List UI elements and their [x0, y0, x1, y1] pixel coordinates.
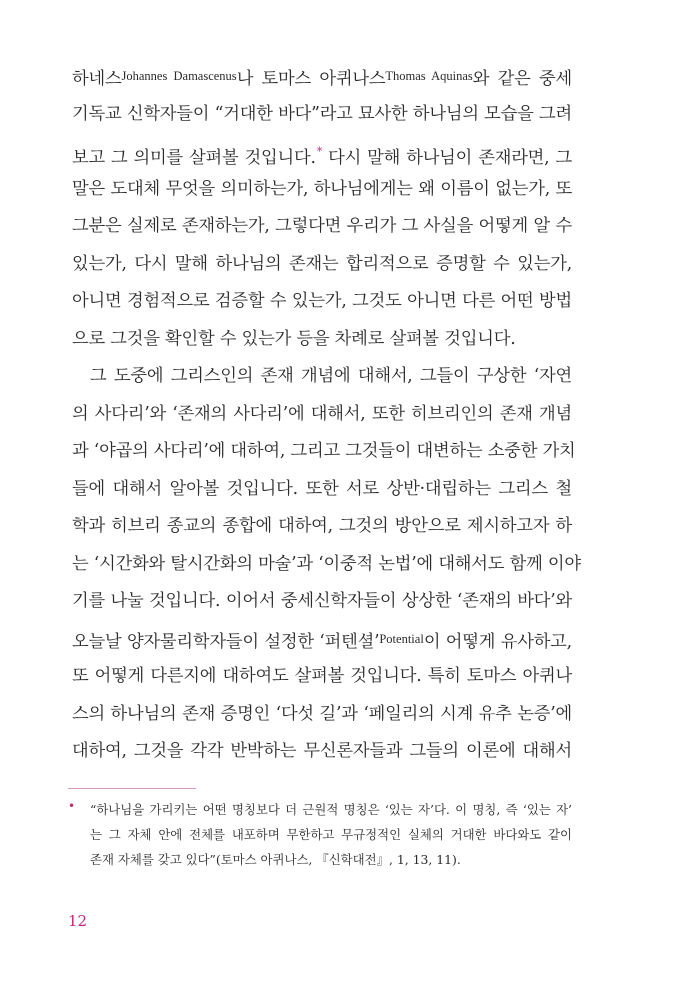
footnote-marker[interactable]: * [316, 145, 323, 158]
body-line-text: 보고 그 의미를 살펴볼 것입니다. [72, 148, 316, 168]
body-line-text: 하네스 [72, 69, 122, 89]
body-line-text: 나 토마스 아퀴나스 [236, 69, 386, 89]
body-line-text: 오늘날 양자물리학자들이 설정한 ‘퍼텐셜’ [72, 631, 380, 652]
body-text [72, 58, 581, 771]
body-line [72, 58, 572, 96]
footnote-line: 존재 자체를 갖고 있다”(토마스 아퀴나스, 『신학대전』, 1, 13, 11). [90, 852, 461, 867]
body-line-text: 다시 말해 하나님이 존재라면, 그 [322, 148, 572, 168]
body-line: 또 어떻게 다른지에 대하여도 살펴볼 것입니다. 특히 토마스 아퀴나 [72, 666, 572, 686]
body-line: 대하여, 그것을 각각 반박하는 무신론자들과 그들의 이론에 대해서 [72, 741, 572, 761]
footnote-bullet-icon: • [68, 799, 76, 813]
body-line [72, 621, 572, 659]
body-line: 말은 도대체 무엇을 의미하는가, 하나님에게는 왜 이름이 없는가, 또 [72, 178, 572, 199]
latin-name: Thomas Aquinas [385, 69, 473, 83]
latin-name: Johannes Damascenus [121, 69, 237, 83]
body-line: 스의 하나님의 존재 증명인 ‘다섯 길’과 ‘페일리의 시계 유추 논증’에 [72, 703, 572, 724]
body-line: 기독교 신학자들이 “거대한 바다”라고 묘사한 하나님의 모습을 그려 [72, 103, 572, 124]
body-line: 학과 히브리 종교의 종합에 대하여, 그것의 방안으로 제시하고자 하 [72, 516, 572, 536]
body-line: 그분은 실제로 존재하는가, 그렇다면 우리가 그 사실을 어떻게 알 수 [72, 216, 572, 236]
body-line-text: 이 어떻게 유사하고, [423, 631, 572, 652]
body-line: 으로 그것을 확인할 수 있는가 등을 차례로 살펴볼 것입니다. [72, 328, 516, 349]
footnote-line: 는 그 자체 안에 전체를 내포하며 무한하고 무규정적인 실체의 거대한 바다와도 같이 [90, 827, 572, 842]
body-line: 있는가, 다시 말해 하나님의 존재는 합리적으로 증명할 수 있는가, [72, 253, 572, 274]
body-line-text: 와 같은 중세 [472, 69, 572, 89]
body-line [72, 133, 572, 171]
footnote-line: “하나님을 가리키는 어떤 명칭보다 더 근원적 명칭은 ‘있는 자’다. 이 명칭, 즉 ‘있는 자’ [90, 802, 572, 817]
body-line: 그 도중에 그리스인의 존재 개념에 대해서, 그들이 구상한 ‘자연 [90, 366, 572, 386]
body-line: 기를 나눌 것입니다. 이어서 중세신학자들이 상상한 ‘존재의 바다’와 [72, 591, 572, 611]
footnote-divider [68, 788, 196, 789]
footnote [68, 797, 572, 872]
body-line: 는 ‘시간화와 탈시간화의 마술’과 ‘이중적 논법’에 대해서도 함께 이야 [72, 553, 581, 574]
body-line: 과 ‘야곱의 사다리’에 대하여, 그리고 그것들이 대변하는 소중한 가치 [72, 441, 576, 461]
latin-name: Potential [379, 631, 424, 646]
body-line: 의 사다리’와 ‘존재의 사다리’에 대해서, 또한 히브리인의 존재 개념 [72, 403, 572, 424]
body-line: 아니면 경험적으로 검증할 수 있는가, 그것도 아니면 다른 어떤 방법 [72, 291, 572, 311]
page-number: 12 [68, 912, 88, 930]
body-line: 들에 대해서 알아볼 것입니다. 또한 서로 상반·대립하는 그리스 철 [72, 478, 572, 499]
